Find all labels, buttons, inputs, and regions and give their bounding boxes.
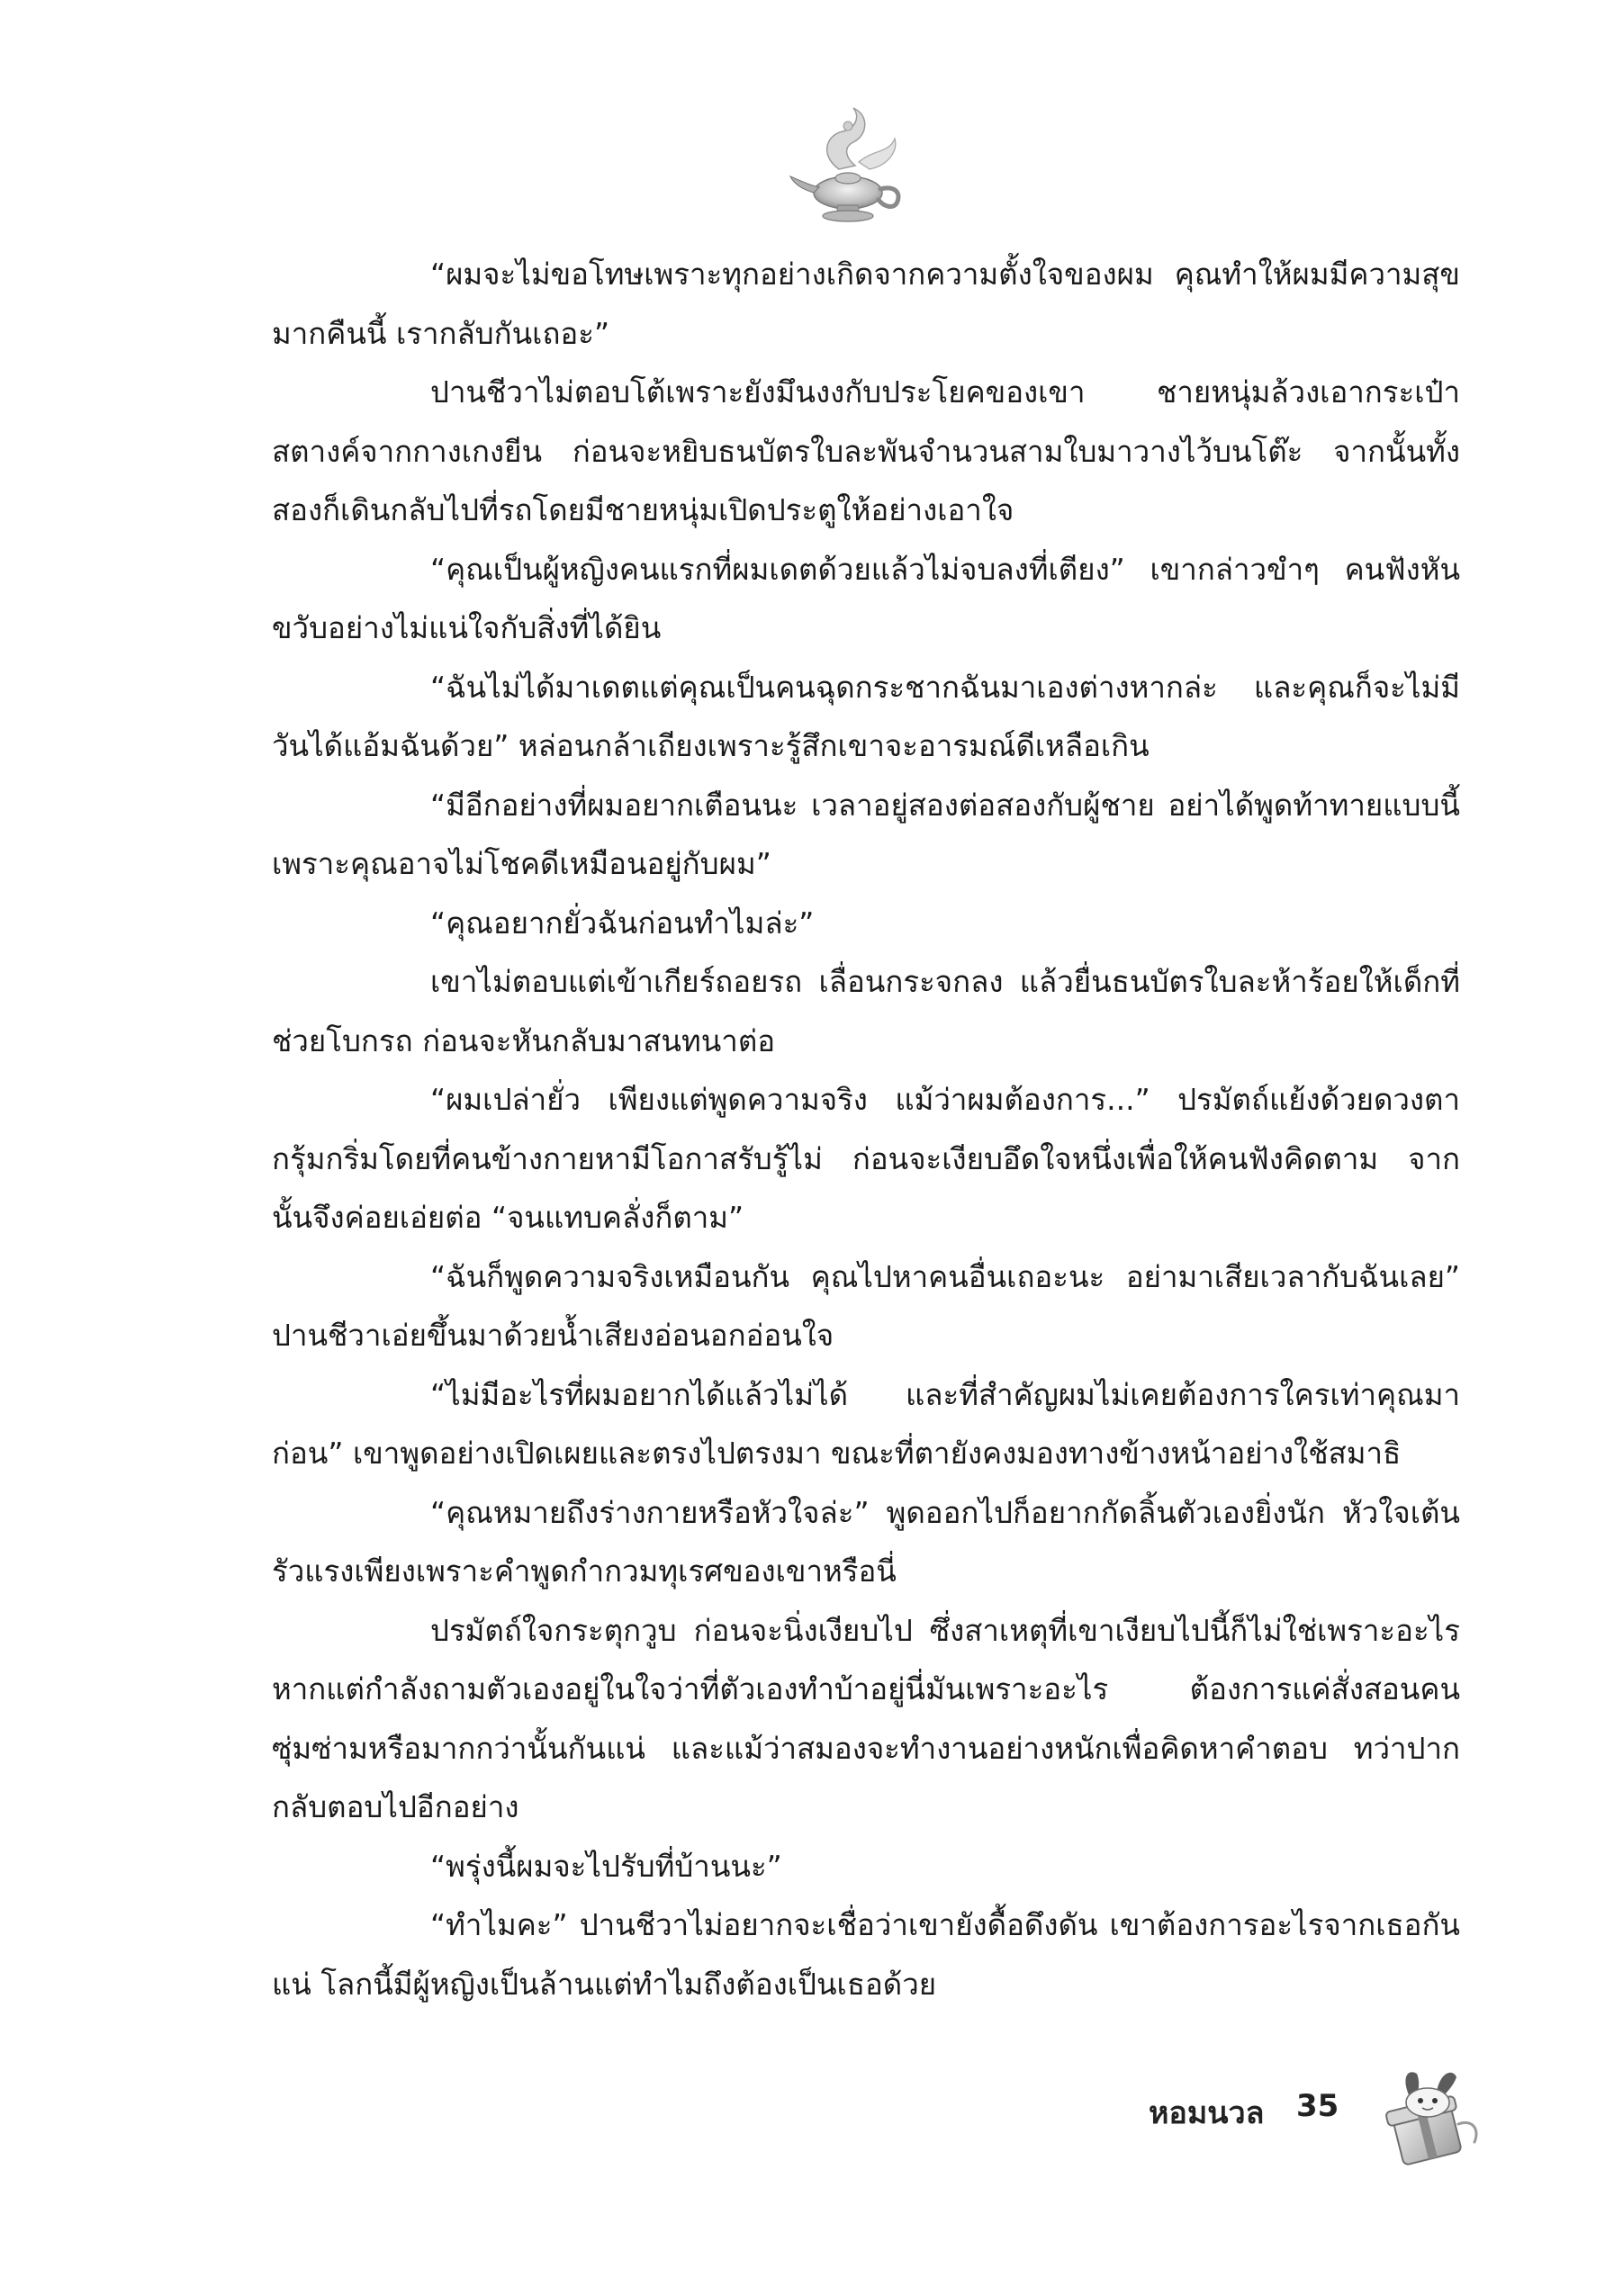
story-text bbox=[272, 245, 1460, 2013]
paragraph: “คุณหมายถึงร่างกายหรือหัวใจล่ะ” พูดออกไปก็อยากกัดลิ้นตัวเองยิ่งนัก หัวใจเต้นรัวแรงเพียงเพราะคำพูดกำกวมทุเรศของเขาหรือนี่ bbox=[272, 1494, 1460, 1589]
paragraph: “ฉันก็พูดความจริงเหมือนกัน คุณไปหาคนอื่นเถอะนะ อย่ามาเสียเวลากับฉันเลย” ปานชีวาเอ่ยขึ้นมาด้วยน้ำเสียงอ่อนอกอ่อนใจ bbox=[272, 1258, 1460, 1353]
paragraph: “ฉันไม่ได้มาเดตแต่คุณเป็นคนฉุดกระชากฉันมาเองต่างหากล่ะ และคุณก็จะไม่มีวันได้แอ้มฉันด้วย” หล่อนกล้าเถียงเพราะรู้สึกเขาจะอารมณ์ดีเหลือเกิน bbox=[272, 669, 1460, 763]
genie-lamp-icon bbox=[783, 99, 918, 234]
paragraph: ปรมัตถ์ใจกระตุกวูบ ก่อนจะนิ่งเงียบไป ซึ่งสาเหตุที่เขาเงียบไปนี้ก็ไม่ใช่เพราะอะไร หากแต่กำลังถามตัวเองอยู่ในใจว่าที่ตัวเองทำบ้าอยู่นี่มันเพราะอะไร ต้องการแค่สั่งสอนคนซุ่มซ่ามหรือมากกว่านั้นกันแน่ และแม้ว่าสมองจะทำงานอย่างหนักเพื่อคิดหาคำตอบ ทว่าปากกลับตอบไปอีกอย่าง bbox=[272, 1612, 1460, 1824]
paragraph: “คุณเป็นผู้หญิงคนแรกที่ผมเดตด้วยแล้วไม่จบลงที่เตียง” เขากล่าวขำๆ คนฟังหันขวับอย่างไม่แน่ใจกับสิ่งที่ได้ยิน bbox=[272, 551, 1460, 645]
paragraph: “คุณอยากยั่วฉันก่อนทำไมล่ะ” bbox=[430, 905, 815, 941]
page-footer bbox=[1080, 2061, 1494, 2196]
paragraph: เขาไม่ตอบแต่เข้าเกียร์ถอยรถ เลื่อนกระจกลง แล้วยื่นธนบัตรใบละห้าร้อยให้เด็กที่ช่วยโบกรถ ก่อนจะหันกลับมาสนทนาต่อ bbox=[272, 964, 1460, 1058]
book-title: หอมนวล bbox=[1149, 2095, 1265, 2131]
paragraph: “ผมเปล่ายั่ว เพียงแต่พูดความจริง แม้ว่าผมต้องการ...” ปรมัตถ์แย้งด้วยดวงตากรุ้มกริ่มโดยที่คนข้างกายหามีโอกาสรับรู้ไม่ ก่อนจะเงียบอึดใจหนึ่งเพื่อให้คนฟังคิดตาม จากนั้นจึงค่อยเอ่ยต่อ “จนแทบคลั่งก็ตาม” bbox=[272, 1082, 1460, 1235]
gift-box-mascot-icon bbox=[1370, 2061, 1487, 2178]
paragraph: ปานชีวาไม่ตอบโต้เพราะยังมึนงงกับประโยคของเขา ชายหนุ่มล้วงเอากระเป๋าสตางค์จากกางเกงยีน ก่อนจะหยิบธนบัตรใบละพันจำนวนสามใบมาวางไว้บนโต๊ะ จากนั้นทั้งสองก็เดินกลับไปที่รถโดยมีชายหนุ่มเปิดประตูให้อย่างเอาใจ bbox=[272, 374, 1460, 527]
paragraph: “ไม่มีอะไรที่ผมอยากได้แล้วไม่ได้ และที่สำคัญผมไม่เคยต้องการใครเท่าคุณมาก่อน” เขาพูดอย่างเปิดเผยและตรงไปตรงมา ขณะที่ตายังคงมองทางข้างหน้าอย่างใช้สมาธิ bbox=[272, 1376, 1460, 1471]
page-number: 35 bbox=[1296, 2088, 1339, 2124]
paragraph: “มีอีกอย่างที่ผมอยากเตือนนะ เวลาอยู่สองต่อสองกับผู้ชาย อย่าได้พูดท้าทายแบบนี้เพราะคุณอาจไม่โชคดีเหมือนอยู่กับผม” bbox=[272, 787, 1460, 881]
paragraph: “พรุ่งนี้ผมจะไปรับที่บ้านนะ” bbox=[430, 1848, 782, 1884]
paragraph: “ผมจะไม่ขอโทษเพราะทุกอย่างเกิดจากความตั้งใจของผม คุณทำให้ผมมีความสุขมากคืนนี้ เรากลับกันเถอะ” bbox=[272, 257, 1460, 351]
paragraph: “ทำไมคะ” ปานชีวาไม่อยากจะเชื่อว่าเขายังดื้อดึงดัน เขาต้องการอะไรจากเธอกันแน่ โลกนี้มีผู้หญิงเป็นล้านแต่ทำไมถึงต้องเป็นเธอด้วย bbox=[272, 1907, 1460, 2002]
